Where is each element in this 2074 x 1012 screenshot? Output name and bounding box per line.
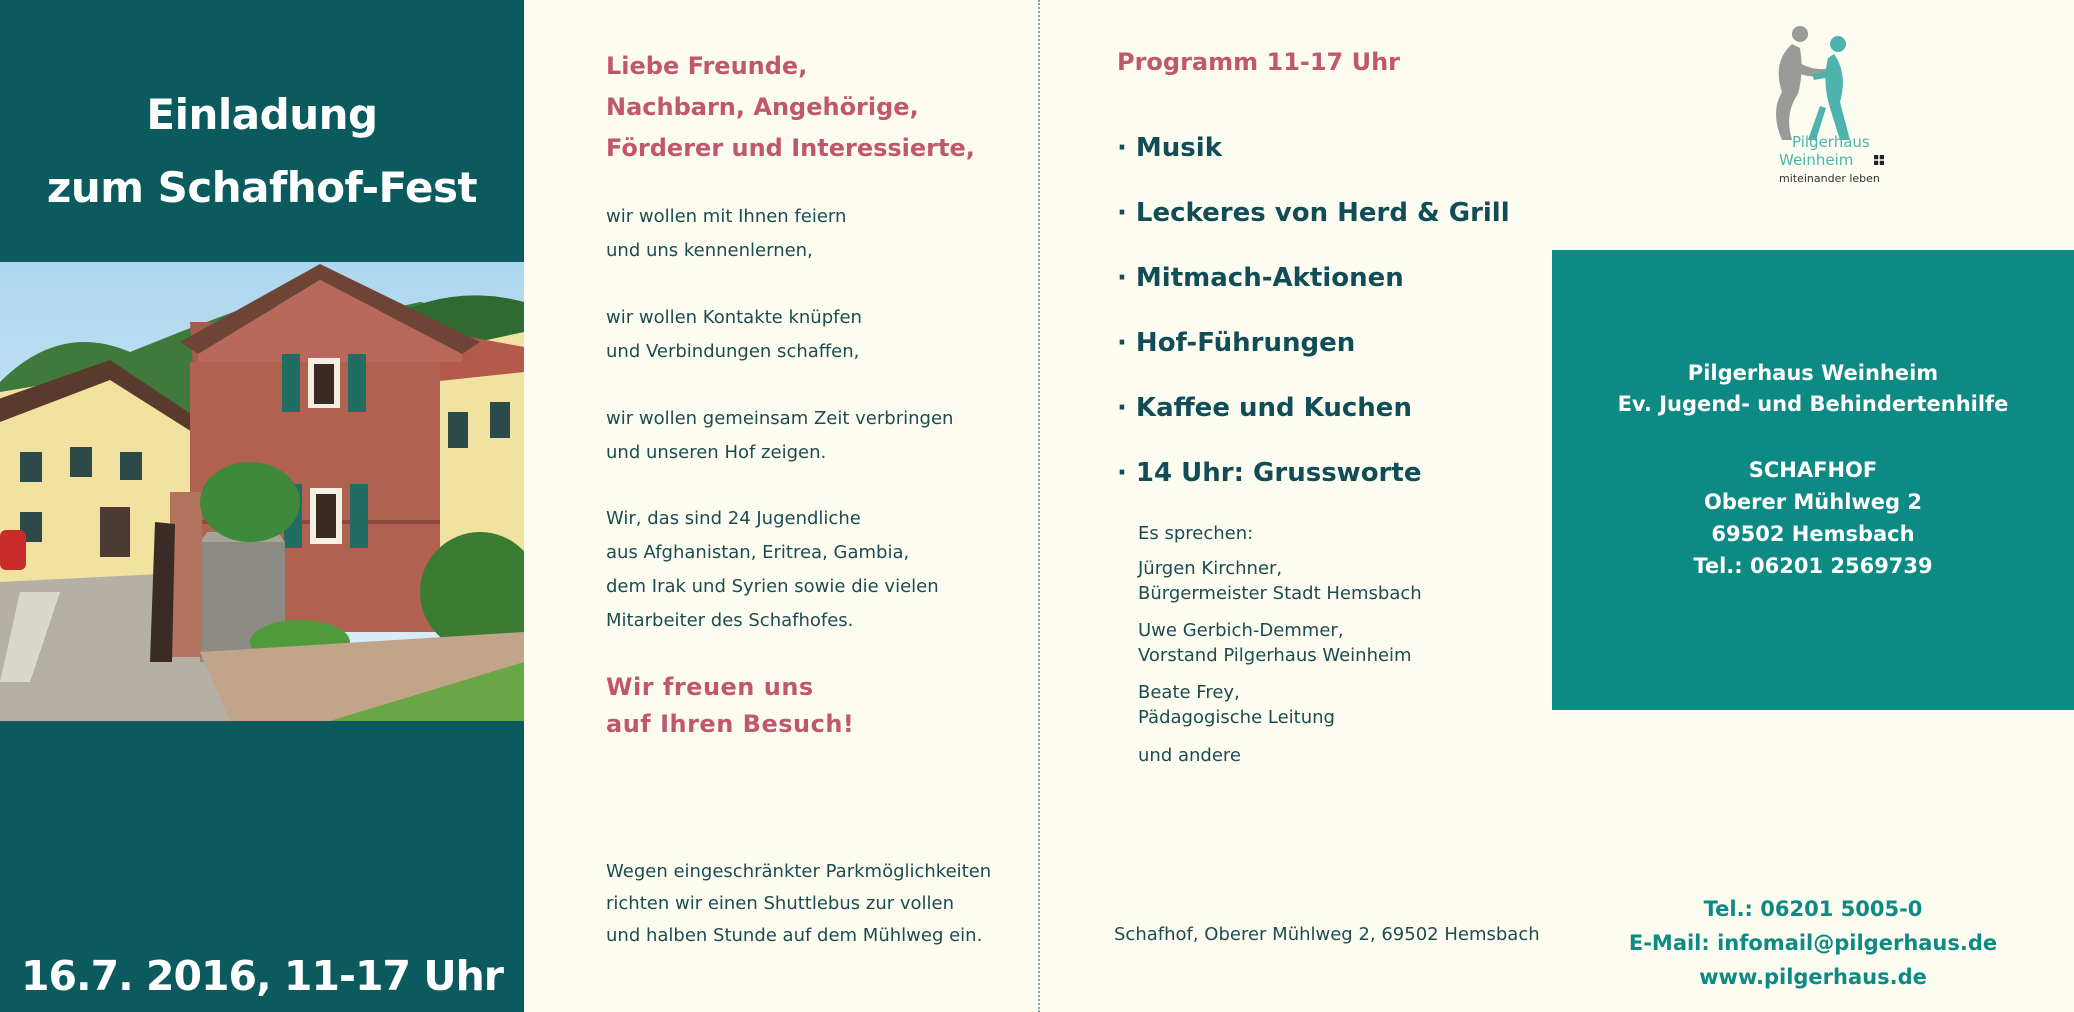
program-panel: [1040, 0, 1552, 1012]
contact-info: [1552, 892, 2074, 994]
address-line: 69502 Hemsbach: [1711, 522, 1915, 546]
program-item: · 14 Uhr: Grussworte: [1117, 458, 1422, 488]
organization-name-line: Ev. Jugend- und Behindertenhilfe: [1617, 392, 2009, 416]
paragraph-line: wir wollen mit Ihnen feiern: [606, 206, 847, 227]
speakers-list: [1138, 520, 1422, 770]
pilgerhaus-logo: [1752, 22, 1892, 192]
pilgerhaus-figures-icon: [1752, 22, 1892, 192]
cover-title-line2: zum Schafhof-Fest: [46, 163, 478, 212]
organization-name: [1552, 358, 2074, 420]
speakers-intro: Es sprechen:: [1138, 523, 1254, 544]
schafhof-building-illustration: [0, 262, 524, 721]
greeting-line: Nachbarn, Angehörige,: [606, 93, 919, 121]
schafhof-photo: [0, 262, 524, 721]
closing-line: Wir freuen uns: [606, 673, 814, 701]
paragraph-line: aus Afghanistan, Eritrea, Gambia,: [606, 542, 910, 563]
speaker: [1138, 618, 1422, 668]
address-line: Oberer Mühlweg 2: [1704, 490, 1922, 514]
contact-email: E-Mail: infomail@pilgerhaus.de: [1628, 931, 1998, 955]
parking-note: [606, 856, 991, 952]
invitation-panel: [524, 0, 1038, 1012]
contact-phone: Tel.: 06201 5005-0: [1703, 897, 1923, 921]
paragraph-line: Wir, das sind 24 Jugendliche: [606, 508, 861, 529]
cover-title: [0, 78, 524, 224]
invitation-paragraph-4: [606, 502, 939, 638]
contact-website: www.pilgerhaus.de: [1699, 965, 1927, 989]
address-line: SCHAFHOF: [1748, 458, 1878, 482]
speaker-name: Uwe Gerbich-Demmer,: [1138, 620, 1344, 641]
cover-title-line1: Einladung: [146, 90, 378, 139]
paragraph-line: und uns kennenlernen,: [606, 240, 813, 261]
speaker-role: Bürgermeister Stadt Hemsbach: [1138, 583, 1422, 604]
speaker: [1138, 556, 1422, 606]
program-item: · Mitmach-Aktionen: [1117, 263, 1404, 293]
logo-line2: Weinheim: [1779, 151, 1854, 169]
greeting: [606, 46, 975, 169]
speaker-name: Jürgen Kirchner,: [1138, 558, 1283, 579]
paragraph-line: wir wollen gemeinsam Zeit verbringen: [606, 408, 954, 429]
venue-address: Schafhof, Oberer Mühlweg 2, 69502 Hemsbach: [1114, 924, 1540, 945]
speakers-outro: und andere: [1138, 745, 1241, 766]
paragraph-line: Mitarbeiter des Schafhofes.: [606, 610, 854, 631]
organization-name-line: Pilgerhaus Weinheim: [1687, 361, 1939, 385]
paragraph-line: dem Irak und Syrien sowie die vielen: [606, 576, 939, 597]
closing-message: [606, 669, 854, 743]
speaker-name: Beate Frey,: [1138, 682, 1240, 703]
program-item: · Kaffee und Kuchen: [1117, 393, 1412, 423]
organization-address: [1552, 454, 2074, 582]
greeting-line: Liebe Freunde,: [606, 52, 808, 80]
invitation-paragraph-3: [606, 402, 953, 470]
parking-note-line: und halben Stunde auf dem Mühlweg ein.: [606, 925, 983, 946]
event-date: 16.7. 2016, 11-17 Uhr: [20, 952, 504, 1000]
program-title: Programm 11-17 Uhr: [1117, 48, 1401, 76]
closing-line: auf Ihren Besuch!: [606, 710, 855, 738]
logo-tagline: miteinander leben: [1779, 172, 1880, 185]
address-line: Tel.: 06201 2569739: [1693, 554, 1933, 578]
paragraph-line: und unseren Hof zeigen.: [606, 442, 827, 463]
paragraph-line: wir wollen Kontakte knüpfen: [606, 307, 862, 328]
parking-note-line: Wegen eingeschränkter Parkmöglichkeiten: [606, 861, 992, 882]
invitation-paragraph-2: [606, 301, 862, 369]
program-item: · Hof-Führungen: [1117, 328, 1356, 358]
paragraph-line: und Verbindungen schaffen,: [606, 341, 860, 362]
program-item: · Leckeres von Herd & Grill: [1117, 198, 1510, 228]
speaker-role: Pädagogische Leitung: [1138, 707, 1335, 728]
invitation-paragraph-1: [606, 200, 846, 268]
program-list: [1117, 128, 1510, 518]
parking-note-line: richten wir einen Shuttlebus zur vollen: [606, 893, 954, 914]
greeting-line: Förderer und Interessierte,: [606, 134, 975, 162]
cover-panel: [0, 0, 524, 1012]
speaker-role: Vorstand Pilgerhaus Weinheim: [1138, 645, 1412, 666]
logo-line1: Pilgerhaus: [1792, 133, 1870, 151]
contact-panel: [1552, 0, 2074, 1012]
program-item: · Musik: [1117, 133, 1222, 163]
speaker: [1138, 680, 1422, 730]
